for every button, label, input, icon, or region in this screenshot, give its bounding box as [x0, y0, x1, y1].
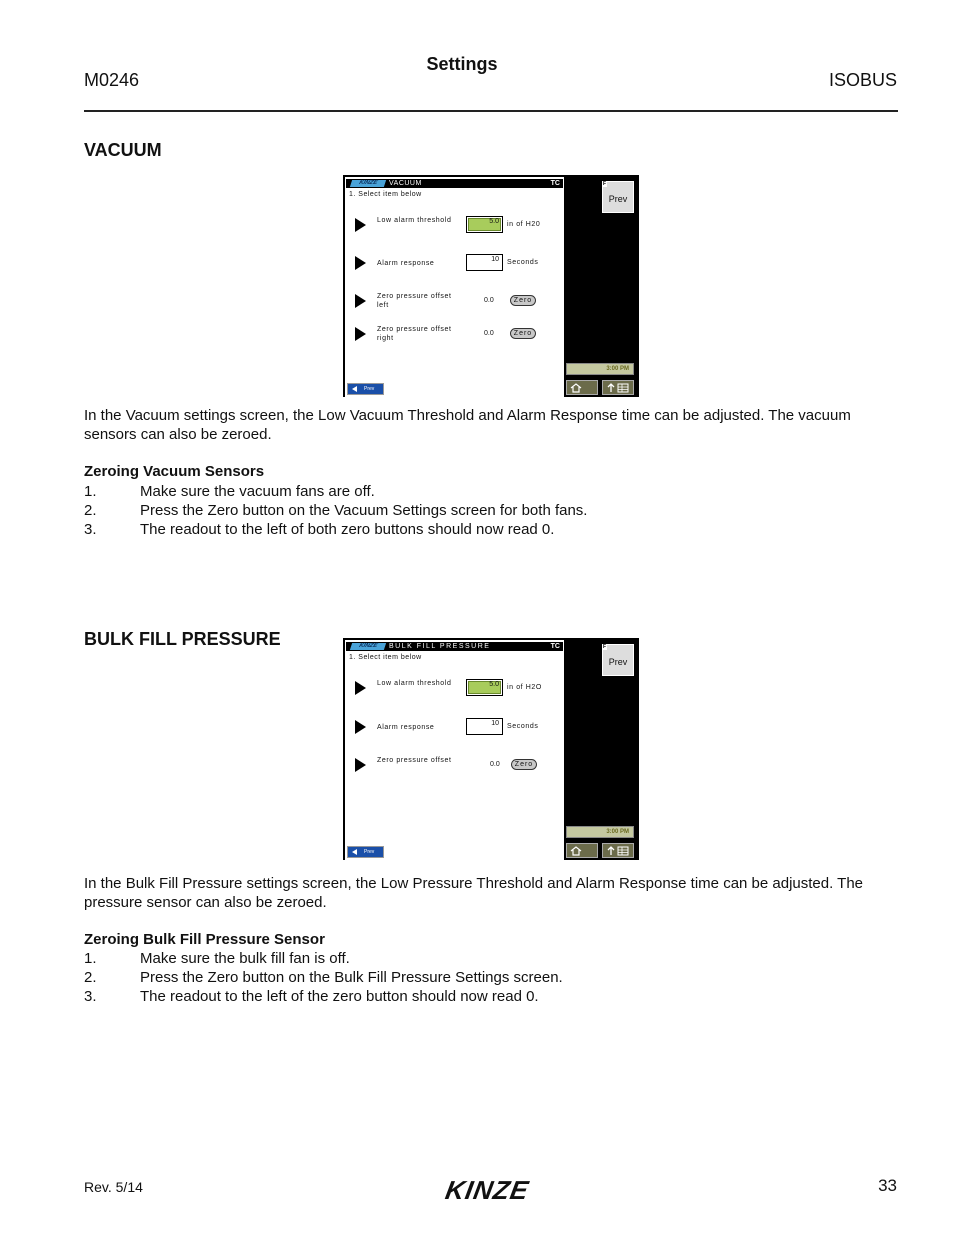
bulk-row-low-alarm[interactable] [345, 676, 564, 700]
home-icon [570, 383, 582, 393]
select-arrow-icon[interactable] [355, 681, 366, 695]
vacuum-row-zero-right[interactable] [345, 322, 564, 346]
list-item: 2. Press the Zero button on the Vacuum Settings screen for both fans. [84, 502, 588, 519]
list-item: 3. The readout to the left of the zero button should now read 0. [84, 988, 539, 1005]
row-label: Alarm response [377, 260, 435, 267]
vacuum-screen-main [345, 177, 564, 397]
list-item: 1. Make sure the bulk fill fan is off. [84, 950, 350, 967]
vacuum-row-low-alarm[interactable] [345, 213, 564, 237]
zero-button[interactable]: Zero [510, 328, 536, 339]
field-value: 5.0 [489, 681, 499, 688]
bulk-screen-titlebar [346, 642, 563, 651]
screen-title: VACUUM [389, 180, 422, 187]
alarm-response-value-field[interactable] [466, 254, 503, 271]
kinze-logo-icon: KINZE [350, 643, 386, 650]
select-arrow-icon[interactable] [355, 327, 366, 341]
home-softkey[interactable] [566, 380, 598, 395]
list-item: 2. Press the Zero button on the Bulk Fill Pressure Settings screen. [84, 969, 563, 986]
vacuum-screen-titlebar [346, 179, 563, 188]
low-alarm-value-field[interactable] [466, 679, 503, 696]
left-arrow-icon [352, 849, 357, 855]
low-alarm-value-field[interactable] [466, 216, 503, 233]
menu-softkey[interactable] [602, 843, 634, 858]
kinze-logo-icon: KINZE [350, 180, 386, 187]
side-prev-softkey[interactable]: Prev [602, 181, 634, 213]
unit-label: Seconds [507, 723, 539, 730]
kinze-logo-icon [431, 1175, 549, 1205]
select-arrow-icon[interactable] [355, 256, 366, 270]
svg-text:KINZE: KINZE [443, 1175, 532, 1205]
unit-label: Seconds [507, 259, 539, 266]
menu-softkey[interactable] [602, 380, 634, 395]
row-label: Alarm response [377, 724, 435, 731]
softkey-f-label: F [602, 644, 607, 650]
screen-title: BULK FILL PRESSURE [389, 643, 491, 650]
home-softkey[interactable] [566, 843, 598, 858]
select-arrow-icon[interactable] [355, 294, 366, 308]
vacuum-section-title: VACUUM [84, 140, 162, 160]
unit-label: in of H20 [507, 221, 541, 228]
prev-label: Prev [364, 386, 375, 392]
list-item: 1. Make sure the vacuum fans are off. [84, 483, 375, 500]
screen-instruction: 1. Select item below [349, 654, 422, 661]
vacuum-row-zero-left[interactable] [345, 289, 564, 313]
vacuum-steps [84, 482, 898, 539]
page-number: 33 [878, 1176, 897, 1195]
clock-display: 3:00 PM [566, 363, 634, 375]
prev-button-small[interactable] [347, 846, 384, 858]
page-heading: Settings [426, 54, 498, 74]
clock-display: 3:00 PM [566, 826, 634, 838]
bulk-row-zero-offset[interactable] [345, 753, 564, 777]
row-label: Zero pressure offset right [377, 326, 452, 342]
revision-label: Rev. 5/14 [84, 1179, 143, 1195]
vacuum-subheading: Zeroing Vacuum Sensors [84, 463, 265, 480]
bulk-steps [84, 949, 898, 1006]
select-arrow-icon[interactable] [355, 720, 366, 734]
select-arrow-icon[interactable] [355, 758, 366, 772]
list-item: 3. The readout to the left of both zero buttons should now read 0. [84, 521, 555, 538]
softkey-f-label: F [602, 181, 607, 187]
bulk-section-title: BULK FILL PRESSURE [84, 629, 281, 649]
document-number: M0246 [84, 70, 140, 90]
field-value: 10 [491, 256, 499, 263]
field-value: 5.0 [489, 218, 499, 225]
pressure-readout: 0.0 [484, 330, 494, 337]
prev-button-small[interactable] [347, 383, 384, 395]
bulk-screen-main [345, 640, 564, 860]
tc-indicator: TC [550, 180, 560, 187]
alarm-response-value-field[interactable] [466, 718, 503, 735]
bulk-terminal-screen [343, 638, 639, 860]
field-value: 10 [491, 720, 499, 727]
pressure-readout: 0.0 [490, 761, 500, 768]
vacuum-terminal-screen [343, 175, 639, 397]
home-icon [570, 846, 582, 856]
header-rule [84, 110, 898, 112]
unit-label: in of H2O [507, 684, 542, 691]
document-category: ISOBUS [828, 70, 897, 90]
menu-arrow-icon [607, 383, 631, 393]
select-arrow-icon[interactable] [355, 218, 366, 232]
zero-button[interactable]: Zero [511, 759, 537, 770]
side-prev-softkey[interactable]: Prev [602, 644, 634, 676]
vacuum-description: In the Vacuum settings screen, the Low Vacuum Threshold and Alarm Response time can be adjusted. The vacuum sensors can also be zeroed. [84, 407, 851, 443]
tc-indicator: TC [550, 643, 560, 650]
bulk-subheading: Zeroing Bulk Fill Pressure Sensor [84, 931, 325, 948]
zero-button[interactable]: Zero [510, 295, 536, 306]
menu-arrow-icon [607, 846, 631, 856]
row-label: Zero pressure offset left [377, 293, 452, 309]
vacuum-row-alarm-response[interactable] [345, 251, 564, 275]
bulk-row-alarm-response[interactable] [345, 715, 564, 739]
left-arrow-icon [352, 386, 357, 392]
pressure-readout: 0.0 [484, 297, 494, 304]
row-label: Low alarm threshold [377, 217, 452, 224]
bulk-description: In the Bulk Fill Pressure settings screen, the Low Pressure Threshold and Alarm Response time can be adjusted. The pressure sensor can also be zeroed. [84, 875, 864, 911]
prev-label: Prev [364, 849, 375, 855]
row-label: Zero pressure offset [377, 757, 452, 764]
row-label: Low alarm threshold [377, 680, 452, 687]
screen-instruction: 1. Select item below [349, 191, 422, 198]
